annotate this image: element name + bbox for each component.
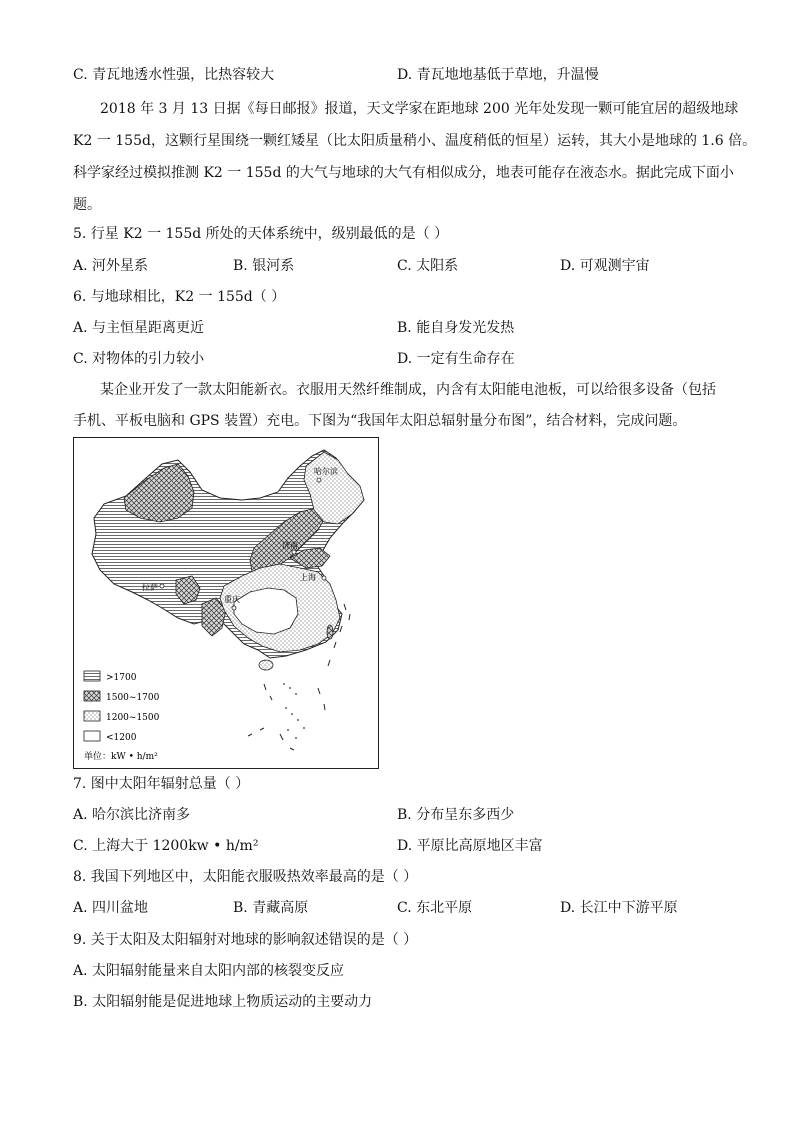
- china-map-figure: [74, 438, 380, 770]
- q6-option-c: C. 对物体的引力较小: [73, 351, 205, 367]
- q8-option-c: C. 东北平原: [397, 900, 473, 916]
- city-chongqing: 重庆: [224, 595, 240, 604]
- q8-option-b: B. 青藏高原: [233, 900, 309, 916]
- q6-option-d: D. 一定有生命存在: [397, 351, 515, 367]
- legend-swatch-over-1700: [84, 671, 100, 681]
- legend-unit: 单位：kW • h/m²: [84, 752, 158, 762]
- legend-label-1200-1500: 1200~1500: [106, 713, 160, 723]
- q8-option-d: D. 长江中下游平原: [560, 900, 678, 916]
- taiwan-island: [327, 625, 333, 639]
- legend-label-1500-1700: 1500~1700: [106, 693, 160, 703]
- passage1-line-3: 科学家经过模拟推测 K2 一 155d 的大气与地球的大气有相似成分，地表可能存在液态水。据此完成下面小: [73, 165, 734, 181]
- passage2-line-1: 某企业开发了一款太阳能新衣。衣服用天然纤维制成，内含有太阳能电池板，可以给很多设备（包括: [100, 382, 716, 398]
- q7-option-b: B. 分布呈东多西少: [397, 807, 515, 823]
- legend-label-under-1200: <1200: [106, 733, 137, 743]
- shanghai-marker: [322, 576, 326, 580]
- q6-option-b: B. 能自身发光发热: [397, 320, 515, 336]
- q7-option-a: A. 哈尔滨比济南多: [73, 807, 191, 823]
- q7-option-d: D. 平原比高原地区丰富: [397, 838, 543, 854]
- region-1500-1700-xinjiang: [124, 464, 194, 522]
- q7-option-c: C. 上海大于 1200kw • h/m²: [73, 838, 259, 854]
- city-jinan: 济南: [282, 541, 298, 550]
- chongqing-marker: [232, 606, 236, 610]
- legend-label-over-1700: >1700: [106, 673, 137, 683]
- legend-swatch-1500-1700: [84, 691, 100, 701]
- city-shanghai: 上海: [300, 573, 316, 582]
- q5-option-b: B. 银河系: [233, 258, 295, 274]
- q5-option-c: C. 太阳系: [397, 258, 459, 274]
- city-lhasa: 拉萨: [142, 583, 158, 592]
- city-harbin: 哈尔滨: [314, 467, 338, 476]
- passage1-line-4: 题。: [73, 197, 101, 213]
- q8-option-a: A. 四川盆地: [73, 900, 149, 916]
- passage1-line-2: K2 一 155d，这颗行星围绕一颗红矮星（比太阳质量稍小、温度稍低的恒星）运转，其大小是地球的 1.6 倍。: [73, 133, 757, 149]
- q5-option-a: A. 河外星系: [73, 258, 149, 274]
- q4-option-c: C. 青瓦地透水性强，比热容较大: [73, 67, 275, 83]
- legend-swatch-1200-1500: [84, 711, 100, 721]
- q4-option-d: D. 青瓦地地基低于草地，升温慢: [397, 67, 599, 83]
- passage2-line-2: 手机、平板电脑和 GPS 装置）充电。下图为“我国年太阳总辐射量分布图”，结合材料，完成问题。: [73, 413, 687, 429]
- q9-option-a: A. 太阳辐射能量来自太阳内部的核裂变反应: [73, 963, 345, 979]
- q9-option-b: B. 太阳辐射能是促进地球上物质运动的主要动力: [73, 994, 373, 1010]
- solar-radiation-map: [73, 437, 379, 769]
- hainan-island: [259, 660, 273, 670]
- q7-stem: 7. 图中太阳年辐射总量（ ）: [73, 776, 250, 792]
- legend-swatch-under-1200: [84, 731, 100, 741]
- harbin-marker: [317, 478, 321, 482]
- q5-stem: 5. 行星 K2 一 155d 所处的天体系统中，级别最低的是（ ）: [73, 226, 449, 242]
- map-legend: [84, 671, 160, 762]
- q6-option-a: A. 与主恒星距离更近: [73, 320, 205, 336]
- jinan-marker: [292, 550, 296, 554]
- q8-stem: 8. 我国下列地区中，太阳能衣服吸热效率最高的是（ ）: [73, 869, 418, 885]
- south-sea-islands: [283, 683, 305, 739]
- q5-option-d: D. 可观测宇宙: [560, 258, 650, 274]
- q9-stem: 9. 关于太阳及太阳辐射对地球的影响叙述错误的是（ ）: [73, 932, 418, 948]
- q6-stem: 6. 与地球相比，K2 一 155d（ ）: [73, 289, 286, 305]
- passage1-line-1: 2018 年 3 月 13 日据《每日邮报》报道，天文学家在距地球 200 光年处发现一颗可能宜居的超级地球: [100, 101, 739, 117]
- lhasa-marker: [160, 584, 164, 588]
